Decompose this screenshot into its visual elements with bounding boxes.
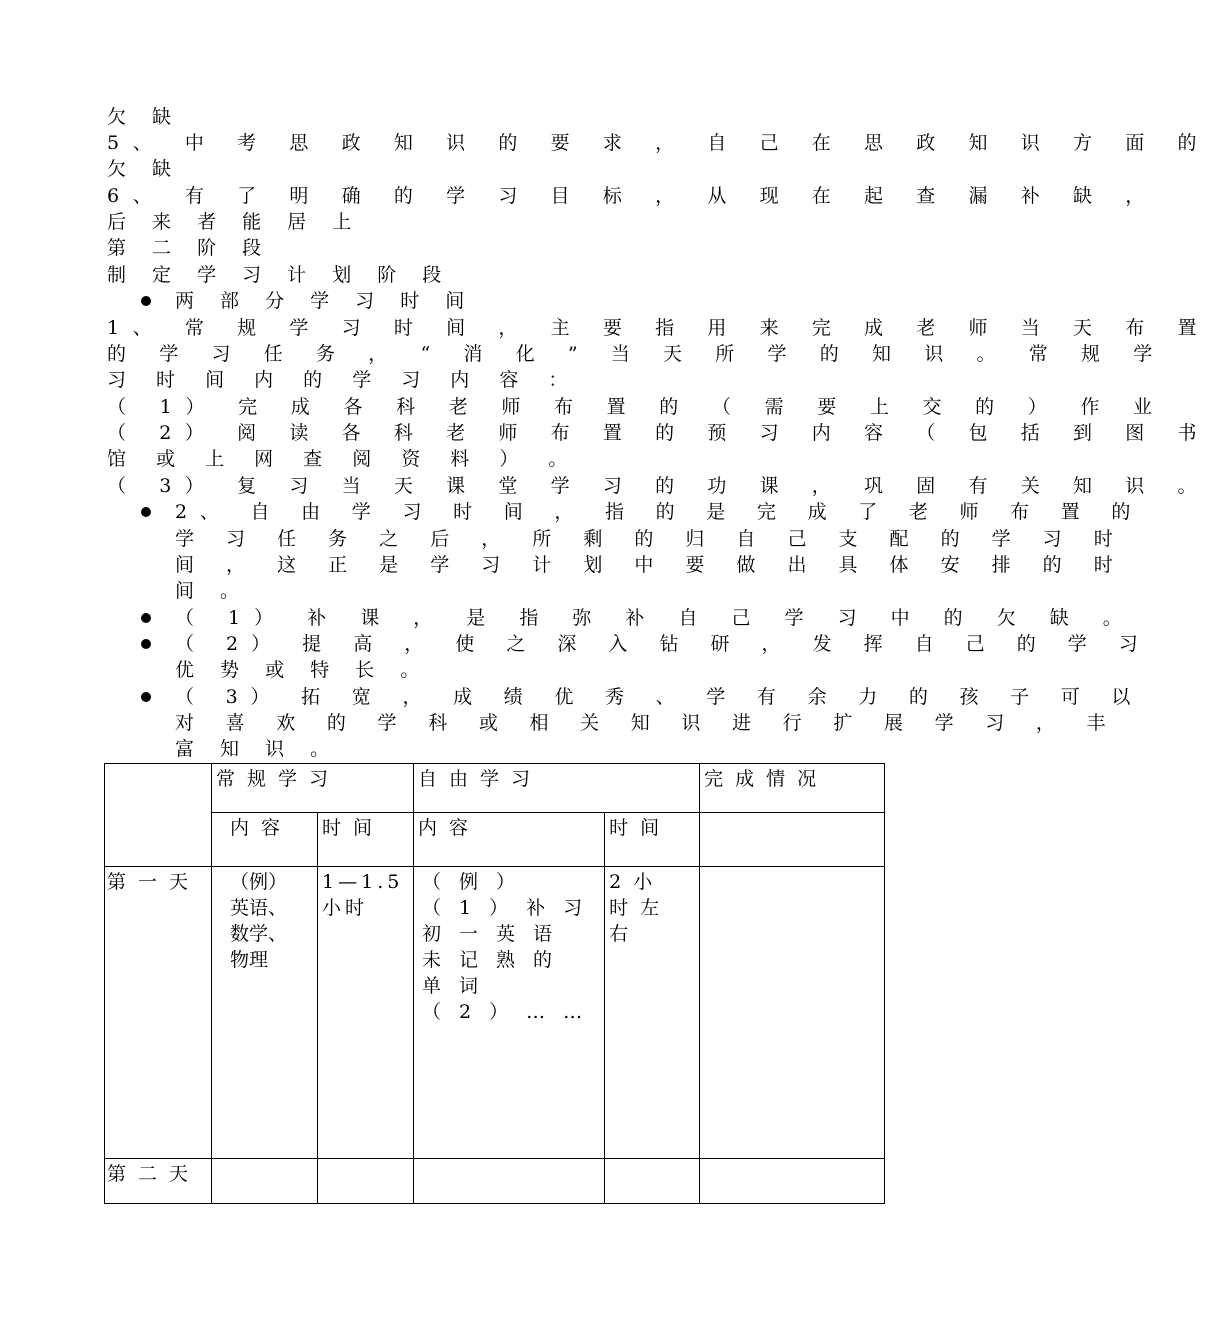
- text-line: 间 ， 这 正 是 学 习 计 划 中 要 做 出 具 体 安 排 的 时: [175, 554, 1126, 576]
- header-regular-study: 常规学习: [212, 764, 414, 813]
- text-line: 6、 有 了 明 确 的 学 习 目 标 ， 从 现 在 起 查 漏 补 缺 ，: [107, 185, 1158, 207]
- text-line: 欠 缺: [107, 158, 182, 180]
- table-cell: [605, 1159, 700, 1204]
- day-1-free-content: （例）（1）补习初一英语未记熟的单词（2）……: [414, 867, 605, 1159]
- text-line: 5、 中 考 思 政 知 识 的 要 求 ， 自 己 在 思 政 知 识 方 面 的: [107, 132, 1210, 154]
- text-line: 习 时 间 内 的 学 习 内 容 ：: [107, 369, 580, 391]
- text-line: 学 习 任 务 之 后 ， 所 剩 的 归 自 己 支 配 的 学 习 时: [175, 528, 1126, 550]
- text-line: （ 3） 拓 宽 ， 成 绩 优 秀 、 学 有 余 力 的 孩 子 可 以: [175, 686, 1144, 708]
- text-line: 1、 常 规 学 习 时 间 ， 主 要 指 用 来 完 成 老 师 当 天 布 置: [107, 317, 1210, 339]
- text-line: 优 势 或 特 长 。: [175, 659, 430, 681]
- study-plan-table: [104, 763, 885, 1204]
- completion-cell: [700, 813, 885, 867]
- day-1-free-time: 2小时左右: [605, 867, 700, 1159]
- subheader-time: 时间: [605, 813, 700, 867]
- text-line: 馆 或 上 网 查 阅 资 料 ） 。: [107, 448, 580, 470]
- table-cell: [212, 1159, 318, 1204]
- header-free-study: 自由学习: [414, 764, 700, 813]
- table-cell: [700, 1159, 885, 1204]
- table-cell: [318, 1159, 414, 1204]
- bullet-icon: [141, 613, 151, 623]
- section-heading: 制 定 学 习 计 划 阶 段: [107, 264, 452, 286]
- section-heading: 第 二 阶 段: [107, 237, 272, 259]
- bullet-icon: [141, 507, 151, 517]
- day-1-regular-content: （例）英语、数学、物理: [212, 867, 318, 1159]
- header-completion: 完成情况: [700, 764, 885, 813]
- day-1-regular-time: 1—1.5小时: [318, 867, 414, 1159]
- row-label-day-1: 第一天: [105, 867, 212, 1159]
- text-line: 2、 自 由 学 习 时 间 ， 指 的 是 完 成 了 老 师 布 置 的: [175, 501, 1144, 523]
- text-line: 欠 缺: [107, 106, 182, 128]
- text-line: 两 部 分 学 习 时 间: [175, 290, 475, 312]
- table-corner-cell: [105, 764, 212, 867]
- text-line: （ 2） 阅 读 各 科 老 师 布 置 的 预 习 内 容 （ 包 括 到 图 书: [107, 422, 1210, 444]
- text-line: （ 2） 提 高 ， 使 之 深 入 钻 研 ， 发 挥 自 己 的 学 习: [175, 633, 1151, 655]
- bullet-icon: [141, 639, 151, 649]
- text-line: （ 1） 补 课 ， 是 指 弥 补 自 己 学 习 中 的 欠 缺 。: [175, 607, 1136, 629]
- text-line: 间 。: [175, 580, 250, 602]
- subheader-time: 时间: [318, 813, 414, 867]
- text-line: 的 学 习 任 务 ， “ 消 化 ” 当 天 所 学 的 知 识 。 常 规 学: [107, 343, 1166, 365]
- text-line: 后 来 者 能 居 上: [107, 211, 362, 233]
- row-label-day-2: 第二天: [105, 1159, 212, 1204]
- text-line: （ 1） 完 成 各 科 老 师 布 置 的 （ 需 要 上 交 的 ） 作 业: [107, 396, 1166, 418]
- text-line: （ 3） 复 习 当 天 课 堂 学 习 的 功 课 ， 巩 固 有 关 知 识 。: [107, 475, 1210, 497]
- text-line: 富 知 识 。: [175, 738, 340, 760]
- day-1-completion: [700, 867, 885, 1159]
- table-cell: [414, 1159, 605, 1204]
- bullet-icon: [141, 296, 151, 306]
- subheader-content: 内容: [212, 813, 318, 867]
- bullet-icon: [141, 692, 151, 702]
- subheader-content: 内容: [414, 813, 605, 867]
- text-line: 对 喜 欢 的 学 科 或 相 关 知 识 进 行 扩 展 学 习 ， 丰: [175, 712, 1119, 734]
